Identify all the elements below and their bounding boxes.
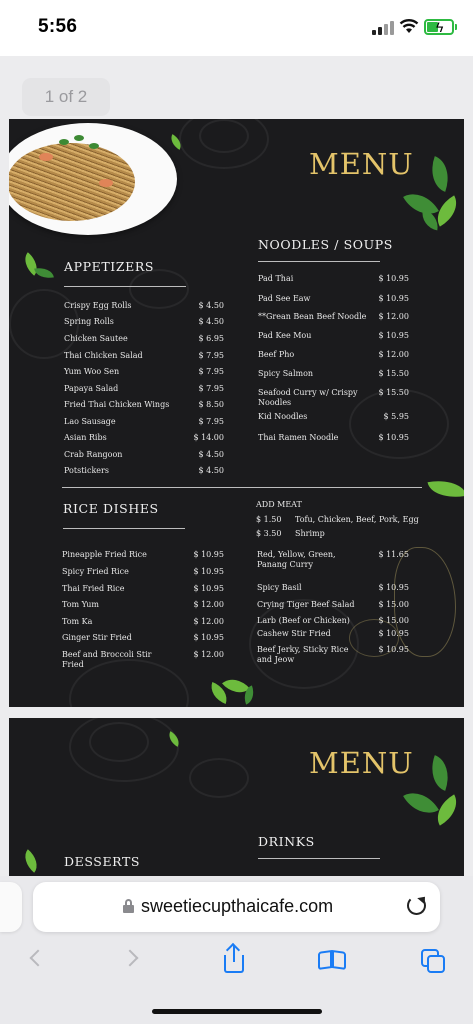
menu-item-name: Papaya Salad	[64, 384, 119, 393]
menu-item-price: $ 10.95	[378, 645, 409, 654]
menu-item	[64, 351, 224, 365]
home-indicator	[152, 1009, 322, 1014]
menu-item-price: $ 4.50	[198, 301, 224, 310]
menu-item	[62, 567, 224, 581]
menu-item-price: $ 10.95	[193, 550, 224, 559]
menu-page-2	[9, 718, 464, 878]
menu-item-name: Crying Tiger Beef Salad	[257, 600, 355, 609]
menu-item-name-continued: Fried	[62, 660, 84, 669]
menu-item	[62, 550, 224, 564]
battery-charging-icon: ϟ	[424, 19, 454, 35]
menu-item-name-continued: Panang Curry	[257, 560, 313, 569]
menu-item-name: Spring Rolls	[64, 317, 114, 326]
menu-item	[257, 583, 409, 597]
add-meat-heading: ADD MEAT	[256, 500, 302, 509]
menu-item-price: $ 10.95	[378, 433, 409, 442]
appetizers-underline	[64, 286, 186, 287]
menu-item-name: Potstickers	[64, 466, 109, 475]
menu-item-price: $ 4.50	[198, 317, 224, 326]
menu-item	[258, 433, 409, 447]
share-button[interactable]	[217, 944, 251, 978]
menu-item-price: $ 7.95	[198, 417, 224, 426]
menu-item-price: $ 7.95	[198, 384, 224, 393]
menu-item-price: $ 12.00	[193, 617, 224, 626]
menu-item-name: Ginger Stir Fried	[62, 633, 132, 642]
noodles-heading: NOODLES / SOUPS	[258, 237, 393, 252]
menu-item-price: $ 15.00	[378, 616, 409, 625]
menu-item	[64, 317, 224, 331]
menu-item	[64, 367, 224, 381]
rice-dishes-heading: RICE DISHES	[63, 501, 159, 516]
noodles-underline	[258, 261, 380, 262]
menu-item-name: Thai Ramen Noodle	[258, 433, 339, 442]
menu-item	[258, 331, 409, 345]
rice-underline	[63, 528, 185, 529]
menu-item-name: Spicy Fried Rice	[62, 567, 129, 576]
menu-item-price: $ 12.00	[378, 350, 409, 359]
menu-item-price: $ 10.95	[378, 294, 409, 303]
back-icon	[30, 950, 47, 967]
menu-item-name: Beef Pho	[258, 350, 295, 359]
menu-item-price: $ 11.65	[378, 550, 409, 559]
menu-item-name: Lao Sausage	[64, 417, 116, 426]
bookmarks-button[interactable]	[316, 944, 350, 978]
menu-item-price: $ 10.95	[378, 331, 409, 340]
menu-item	[258, 274, 409, 288]
menu-item	[62, 650, 224, 674]
menu-item	[64, 466, 224, 480]
menu-item	[258, 350, 409, 364]
menu-item-price: $ 5.95	[383, 412, 409, 421]
section-divider	[62, 487, 422, 488]
menu-item	[62, 600, 224, 614]
menu-item-price: $ 10.95	[193, 633, 224, 642]
status-bar	[0, 0, 473, 56]
menu-item-name-continued: and Jeow	[257, 655, 295, 664]
menu-item-name: Tom Ka	[62, 617, 93, 626]
forward-icon	[122, 950, 139, 967]
menu-page-1	[9, 119, 464, 707]
address-bar[interactable]	[33, 882, 440, 932]
menu-item-price: $ 10.95	[378, 629, 409, 638]
add-meat-options-1: Tofu, Chicken, Beef, Pork, Egg	[295, 515, 419, 524]
menu-item	[258, 388, 409, 412]
menu-item-name: Kid Noodles	[258, 412, 308, 421]
menu-item	[257, 550, 409, 574]
menu-item-price: $ 14.00	[193, 433, 224, 442]
menu-item-price: $ 10.95	[193, 567, 224, 576]
menu-item-name: Fried Thai Chicken Wings	[64, 400, 170, 409]
menu-item	[258, 369, 409, 383]
url-text[interactable]: sweetiecupthaicafe.com	[141, 896, 334, 916]
add-meat-options-2: Shrimp	[295, 529, 325, 538]
menu-item-name: Crispy Egg Rolls	[64, 301, 132, 310]
menu-item-name: Red, Yellow, Green,	[257, 550, 336, 559]
menu-item-name: Thai Chicken Salad	[64, 351, 143, 360]
menu-item-name: Yum Woo Sen	[64, 367, 120, 376]
menu-item-price: $ 10.95	[378, 274, 409, 283]
page-indicator: 1 of 2	[22, 78, 110, 116]
menu-item-name: Larb (Beef or Chicken)	[257, 616, 350, 625]
menu-item-price: $ 7.95	[198, 351, 224, 360]
menu-item-name: Spicy Salmon	[258, 369, 314, 378]
menu-item-name: Spicy Basil	[257, 583, 302, 592]
menu-item-name-continued: Noodles	[258, 398, 292, 407]
menu-item-price: $ 12.00	[378, 312, 409, 321]
menu-item	[64, 450, 224, 464]
menu-item	[64, 384, 224, 398]
menu-item-name: Beef and Broccoli Stir	[62, 650, 152, 659]
menu-item-price: $ 15.50	[378, 388, 409, 397]
menu-item-price: $ 10.95	[193, 584, 224, 593]
menu-item-price: $ 12.00	[193, 600, 224, 609]
menu-item-name: Crab Rangoon	[64, 450, 123, 459]
desserts-heading: DESSERTS	[64, 854, 141, 869]
appetizers-heading: APPETIZERS	[64, 259, 155, 274]
noodle-dish-photo	[9, 123, 177, 235]
drinks-underline	[258, 858, 380, 859]
menu-item-name: Cashew Stir Fried	[257, 629, 331, 638]
menu-item-price: $ 15.50	[378, 369, 409, 378]
status-time: 5:56	[38, 16, 78, 37]
menu-item-name: Pad Kee Mou	[258, 331, 312, 340]
menu-item	[64, 433, 224, 447]
menu-item	[258, 294, 409, 308]
wifi-icon	[399, 18, 419, 34]
menu-item-name: Pad See Eaw	[258, 294, 311, 303]
back-button[interactable]	[20, 944, 54, 978]
previous-tab-pill[interactable]	[0, 882, 22, 932]
menu-item-name: Thai Fried Rice	[62, 584, 125, 593]
menu-item-name: Pineapple Fried Rice	[62, 550, 147, 559]
menu-item-name: Pad Thai	[258, 274, 294, 283]
menu-item-price: $ 15.00	[378, 600, 409, 609]
menu-item	[64, 301, 224, 315]
forward-button[interactable]	[118, 944, 152, 978]
menu-item-name: Beef Jerky, Sticky Rice	[257, 645, 349, 654]
menu-item-price: $ 8.50	[198, 400, 224, 409]
signal-icon	[372, 21, 394, 35]
menu-title: MENU	[309, 147, 414, 181]
koi-fish-decoration	[394, 547, 456, 657]
menu-title-page-2: MENU	[309, 746, 414, 780]
menu-item	[258, 312, 409, 326]
menu-item-price: $ 10.95	[378, 583, 409, 592]
menu-item	[257, 600, 409, 614]
menu-item-price: $ 4.50	[198, 466, 224, 475]
menu-item-name: Chicken Sautee	[64, 334, 128, 343]
menu-item-price: $ 4.50	[198, 450, 224, 459]
menu-item	[64, 417, 224, 431]
menu-item	[62, 617, 224, 631]
leaf-decoration-left	[19, 849, 43, 873]
menu-item	[62, 584, 224, 598]
menu-item-price: $ 6.95	[198, 334, 224, 343]
menu-item	[64, 334, 224, 348]
menu-item	[258, 412, 409, 426]
menu-item-name: **Grean Bean Beef Noodle	[258, 312, 367, 321]
menu-item	[64, 400, 224, 414]
menu-item-name: Asian Ribs	[64, 433, 107, 442]
menu-item-name: Tom Yum	[62, 600, 99, 609]
add-meat-price-1: $ 1.50	[256, 515, 282, 524]
drinks-heading: DRINKS	[258, 834, 315, 849]
tabs-button[interactable]	[417, 944, 451, 978]
reload-icon[interactable]	[407, 896, 426, 915]
koi-fin-decoration	[349, 619, 399, 657]
add-meat-price-2: $ 3.50	[256, 529, 282, 538]
menu-item-name: Seafood Curry w/ Crispy	[258, 388, 358, 397]
lock-icon	[123, 899, 134, 913]
menu-item	[62, 633, 224, 647]
menu-item-price: $ 7.95	[198, 367, 224, 376]
menu-item-price: $ 12.00	[193, 650, 224, 659]
